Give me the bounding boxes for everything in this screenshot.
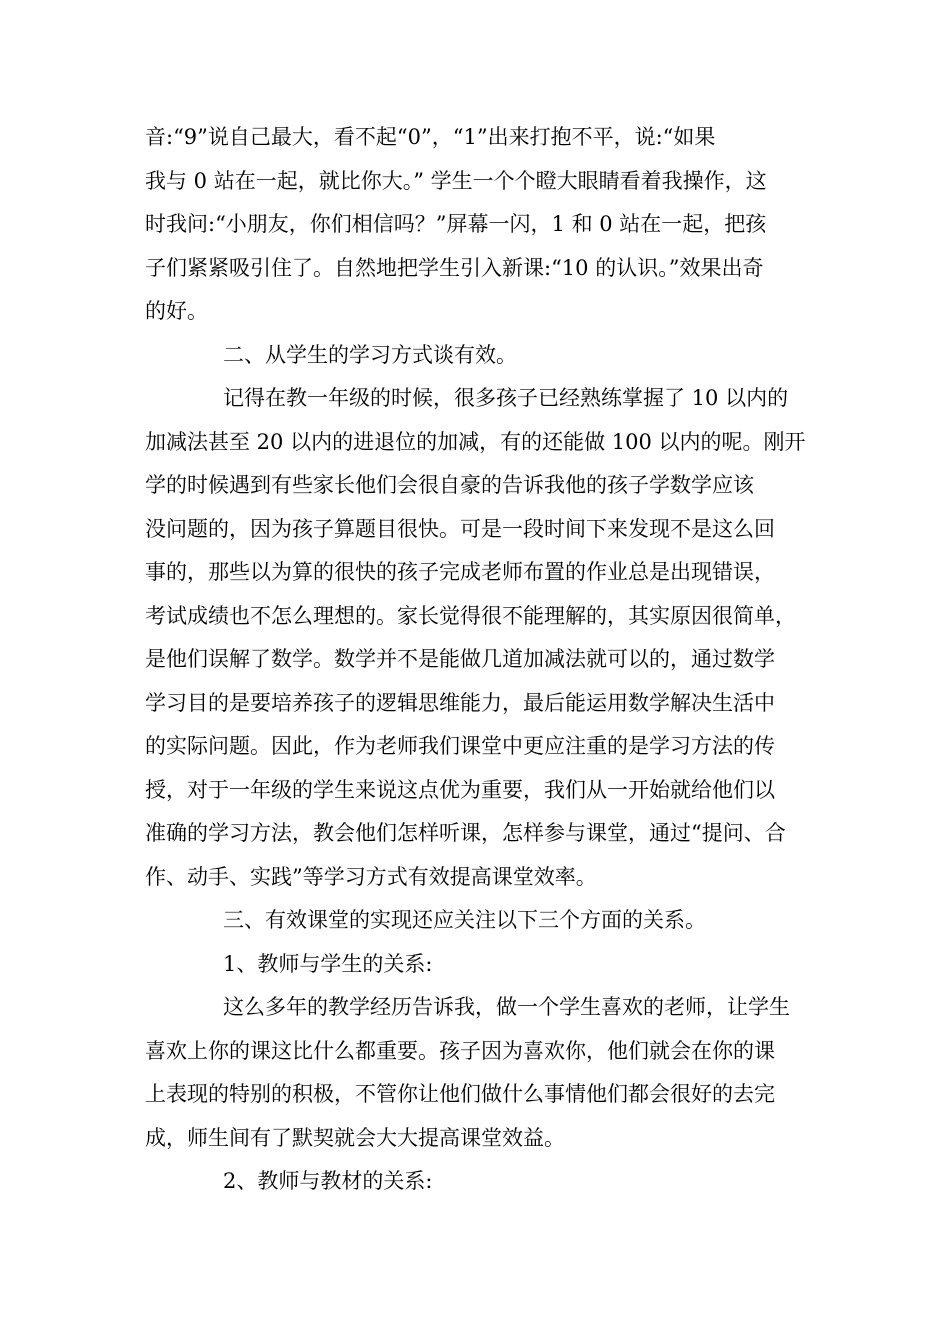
document-body bbox=[145, 116, 805, 1204]
paragraph-line: 没问题的，因为孩子算题目很快。可是一段时间下来发现不是这么回 bbox=[145, 516, 775, 541]
paragraph-line: 学习目的是要培养孩子的逻辑思维能力，最后能运用数学解决生活中 bbox=[145, 690, 775, 715]
paragraph-line: 学的时候遇到有些家长他们会很自豪的告诉我他的孩子学数学应该 bbox=[145, 473, 754, 497]
paragraph-line: 的实际问题。因此，作为老师我们课堂中更应注重的是学习方法的传 bbox=[145, 734, 775, 758]
paragraph-line: 这么多年的教学经历告诉我，做一个学生喜欢的老师，让学生 bbox=[223, 995, 790, 1019]
paragraph-line: 成，师生间有了默契就会大大提高课堂效益。 bbox=[145, 1125, 565, 1150]
paragraph-line: 考试成绩也不怎么理想的。家长觉得很不能理解的，其实原因很简单， bbox=[145, 603, 796, 628]
paragraph-line: 事的，那些以为算的很快的孩子完成老师布置的作业总是出现错误， bbox=[145, 560, 775, 584]
section-heading: 二、从学生的学习方式谈有效。 bbox=[223, 342, 517, 367]
paragraph-line: 喜欢上你的课这比什么都重要。孩子因为喜欢你，他们就会在你的课 bbox=[145, 1038, 775, 1063]
paragraph-line: 加减法甚至 20 以内的进退位的加减，有的还能做 100 以内的呢。刚开 bbox=[145, 429, 806, 454]
paragraph-line: 子们紧紧吸引住了。自然地把学生引入新课:“10 的认识。”效果出奇 bbox=[145, 255, 764, 280]
subsection-heading: 2、教师与教材的关系: bbox=[223, 1169, 433, 1193]
paragraph-line: 准确的学习方法，教会他们怎样听课，怎样参与课堂，通过“提问、合 bbox=[145, 821, 786, 845]
paragraph-line: 授，对于一年级的学生来说这点优为重要，我们从一开始就给他们以 bbox=[145, 777, 775, 802]
paragraph-line: 记得在教一年级的时候，很多孩子已经熟练掌握了 10 以内的 bbox=[223, 386, 789, 410]
section-heading: 三、有效课堂的实现还应关注以下三个方面的关系。 bbox=[223, 908, 706, 932]
paragraph-line: 的好。 bbox=[145, 299, 208, 323]
paragraph-line: 时我问:“小朋友，你们相信吗？”屏幕一闪，1 和 0 站在一起，把孩 bbox=[145, 212, 767, 236]
paragraph-line: 作、动手、实践”等学习方式有效提高课堂效率。 bbox=[145, 864, 597, 889]
paragraph-line: 我与 0 站在一起，就比你大。” 学生一个个瞪大眼睛看着我操作，这 bbox=[145, 168, 767, 193]
paragraph-line: 音:“9”说自己最大，看不起“0”，“1”出来打抱不平，说:“如果 bbox=[145, 125, 716, 149]
paragraph-line: 是他们误解了数学。数学并不是能做几道加减法就可以的，通过数学 bbox=[145, 647, 775, 671]
paragraph-line: 上表现的特别的积极，不管你让他们做什么事情他们都会很好的去完 bbox=[145, 1082, 775, 1106]
subsection-heading: 1、教师与学生的关系: bbox=[223, 951, 433, 976]
